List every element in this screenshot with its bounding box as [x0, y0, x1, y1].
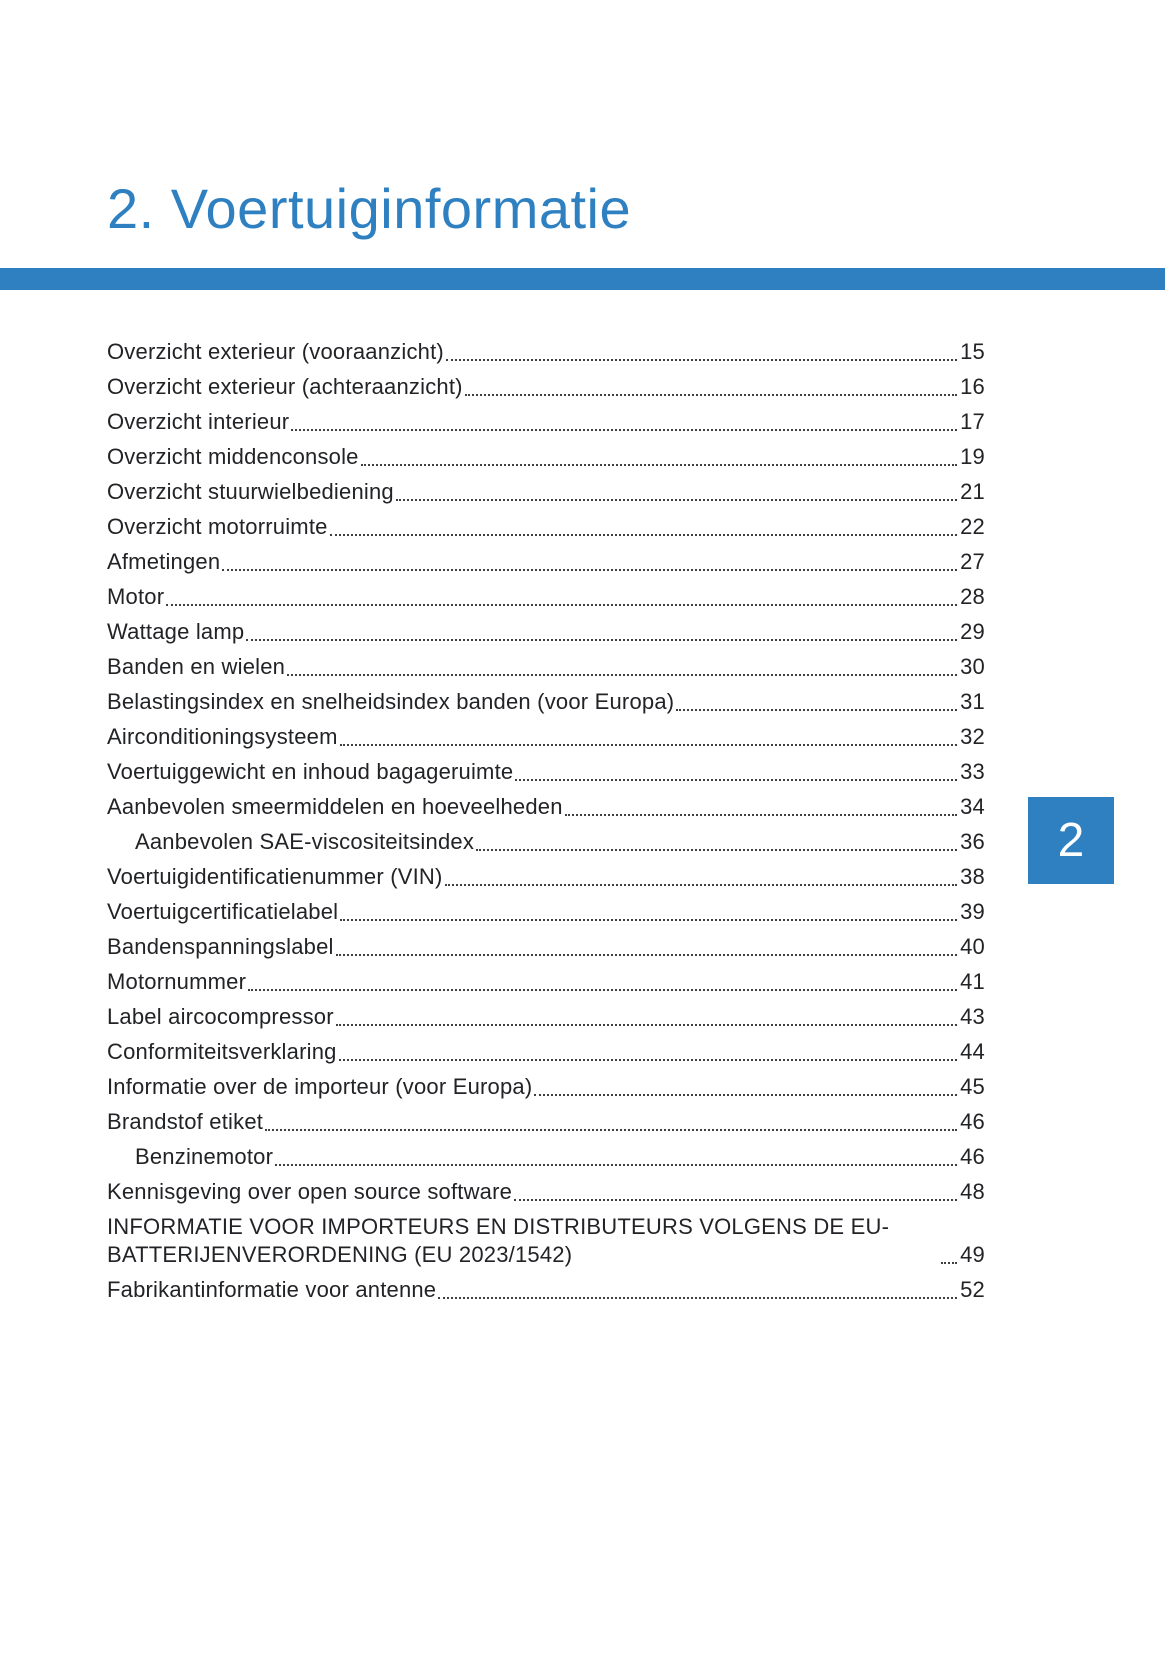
toc-entry[interactable] — [107, 758, 985, 786]
toc-entry-page: 46 — [960, 1109, 985, 1134]
toc-entry-label: Belastingsindex en snelheidsindex banden (voor Europa) — [107, 689, 675, 714]
toc-dot-leader — [676, 709, 957, 711]
toc-dot-leader — [534, 1094, 957, 1096]
toc-entry-label: Overzicht interieur — [107, 409, 290, 434]
toc-entry[interactable] — [107, 933, 985, 961]
toc-entry[interactable] — [107, 548, 985, 576]
toc-entry-label: Banden en wielen — [107, 654, 286, 679]
toc-entry-label: Aanbevolen SAE-viscositeitsindex — [135, 829, 475, 854]
toc-entry-page: 19 — [960, 444, 985, 469]
toc-dot-leader — [941, 1262, 957, 1264]
toc-entry-page: 16 — [960, 374, 985, 399]
toc-entry-label: Informatie over de importeur (voor Europa) — [107, 1074, 533, 1099]
toc-dot-leader — [340, 919, 957, 921]
toc-entry-page: 30 — [960, 654, 985, 679]
toc-entry-page: 38 — [960, 864, 985, 889]
section-divider-bar — [0, 268, 1165, 290]
toc-entry-label: Voertuigidentificatienummer (VIN) — [107, 864, 443, 889]
toc-dot-leader — [248, 989, 957, 991]
toc-entry-page: 33 — [960, 759, 985, 784]
toc-entry[interactable] — [107, 478, 985, 506]
toc-dot-leader — [287, 674, 957, 676]
toc-entry-page: 28 — [960, 584, 985, 609]
toc-dot-leader — [275, 1164, 957, 1166]
toc-entry[interactable] — [107, 1143, 985, 1171]
toc-entry-page: 31 — [960, 689, 985, 714]
toc-dot-leader — [265, 1129, 957, 1131]
toc-dot-leader — [291, 429, 957, 431]
toc-entry-label: Brandstof etiket — [107, 1109, 264, 1134]
toc-entry-label: Label aircocompressor — [107, 1004, 334, 1029]
toc-entry[interactable] — [107, 688, 985, 716]
toc-entry-page: 40 — [960, 934, 985, 959]
toc-dot-leader — [515, 779, 957, 781]
toc-dot-leader — [330, 534, 958, 536]
toc-dot-leader — [446, 359, 957, 361]
toc-entry[interactable] — [107, 618, 985, 646]
toc-entry-label: Aanbevolen smeermiddelen en hoeveelheden — [107, 794, 563, 819]
toc-entry-label: Kennisgeving over open source software — [107, 1179, 513, 1204]
toc-dot-leader — [336, 954, 957, 956]
toc-entry-label: Fabrikantinformatie voor antenne — [107, 1277, 437, 1302]
toc-dot-leader — [339, 1059, 958, 1061]
toc-entry-label: Overzicht middenconsole — [107, 444, 359, 469]
toc-dot-leader — [396, 499, 957, 501]
toc-entry-page: 32 — [960, 724, 985, 749]
toc-entry-label: Benzinemotor — [135, 1144, 274, 1169]
toc-entry[interactable] — [107, 1178, 985, 1206]
toc-entry-label: Voertuiggewicht en inhoud bagageruimte — [107, 759, 514, 784]
toc-entry[interactable] — [107, 898, 985, 926]
toc-entry[interactable] — [107, 408, 985, 436]
toc-entry-label: Overzicht motorruimte — [107, 514, 328, 539]
toc-entry-label: Wattage lamp — [107, 619, 245, 644]
toc-dot-leader — [246, 639, 957, 641]
toc-list — [107, 338, 985, 1311]
toc-entry-page: 21 — [960, 479, 985, 504]
toc-entry[interactable] — [107, 1108, 985, 1136]
toc-entry-page: 45 — [960, 1074, 985, 1099]
toc-dot-leader — [361, 464, 958, 466]
toc-entry-label: Bandenspanningslabel — [107, 934, 334, 959]
toc-entry-page: 39 — [960, 899, 985, 924]
toc-entry-label: Motor — [107, 584, 165, 609]
page-title: 2. Voertuiginformatie — [107, 177, 632, 240]
toc-dot-leader — [340, 744, 958, 746]
toc-dot-leader — [438, 1297, 957, 1299]
toc-entry-page: 49 — [960, 1242, 985, 1267]
toc-entry[interactable] — [107, 443, 985, 471]
toc-entry[interactable] — [107, 968, 985, 996]
toc-entry-label: INFORMATIE VOOR IMPORTEURS EN DISTRIBUTEURS VOLGENS DE EU-BATTERIJENVERORDENING (EU 2023/1542) — [107, 1214, 890, 1267]
toc-entry[interactable] — [107, 793, 985, 821]
chapter-side-tab-label: 2 — [1057, 813, 1085, 867]
toc-entry-label: Voertuigcertificatielabel — [107, 899, 339, 924]
toc-entry[interactable] — [107, 723, 985, 751]
toc-dot-leader — [476, 849, 957, 851]
toc-entry[interactable] — [107, 1276, 985, 1304]
toc-dot-leader — [336, 1024, 957, 1026]
toc-entry-page: 15 — [960, 339, 985, 364]
toc-entry-label: Conformiteitsverklaring — [107, 1039, 337, 1064]
toc-entry-page: 22 — [960, 514, 985, 539]
toc-entry-page: 17 — [960, 409, 985, 434]
toc-dot-leader — [565, 814, 957, 816]
toc-dot-leader — [445, 884, 958, 886]
toc-entry-page: 27 — [960, 549, 985, 574]
toc-entry-page: 43 — [960, 1004, 985, 1029]
toc-entry[interactable] — [107, 1003, 985, 1031]
toc-dot-leader — [222, 569, 957, 571]
toc-entry-label: Airconditioningsysteem — [107, 724, 338, 749]
toc-entry[interactable] — [107, 338, 985, 366]
chapter-side-tab — [1028, 797, 1114, 884]
toc-entry[interactable] — [107, 1038, 985, 1066]
toc-entry[interactable] — [107, 1073, 985, 1101]
toc-entry-label: Afmetingen — [107, 549, 221, 574]
toc-entry-page: 36 — [960, 829, 985, 854]
toc-entry-page: 46 — [960, 1144, 985, 1169]
toc-entry-label: Overzicht exterieur (achteraanzicht) — [107, 374, 463, 399]
toc-dot-leader — [465, 394, 957, 396]
toc-entry[interactable] — [107, 1213, 985, 1269]
toc-entry[interactable] — [107, 863, 985, 891]
toc-dot-leader — [514, 1199, 957, 1201]
toc-entry-page: 41 — [960, 969, 985, 994]
toc-entry-page: 48 — [960, 1179, 985, 1204]
toc-entry-page: 34 — [960, 794, 985, 819]
toc-entry-label: Overzicht exterieur (vooraanzicht) — [107, 339, 444, 364]
toc-entry[interactable] — [107, 828, 985, 856]
toc-entry[interactable] — [107, 583, 985, 611]
toc-entry-page: 52 — [960, 1277, 985, 1302]
toc-entry[interactable] — [107, 373, 985, 401]
toc-entry-label: Overzicht stuurwielbediening — [107, 479, 394, 504]
toc-dot-leader — [166, 604, 957, 606]
toc-entry[interactable] — [107, 653, 985, 681]
toc-entry[interactable] — [107, 513, 985, 541]
toc-entry-label: Motornummer — [107, 969, 247, 994]
toc-entry-page: 29 — [960, 619, 985, 644]
toc-entry-page: 44 — [960, 1039, 985, 1064]
